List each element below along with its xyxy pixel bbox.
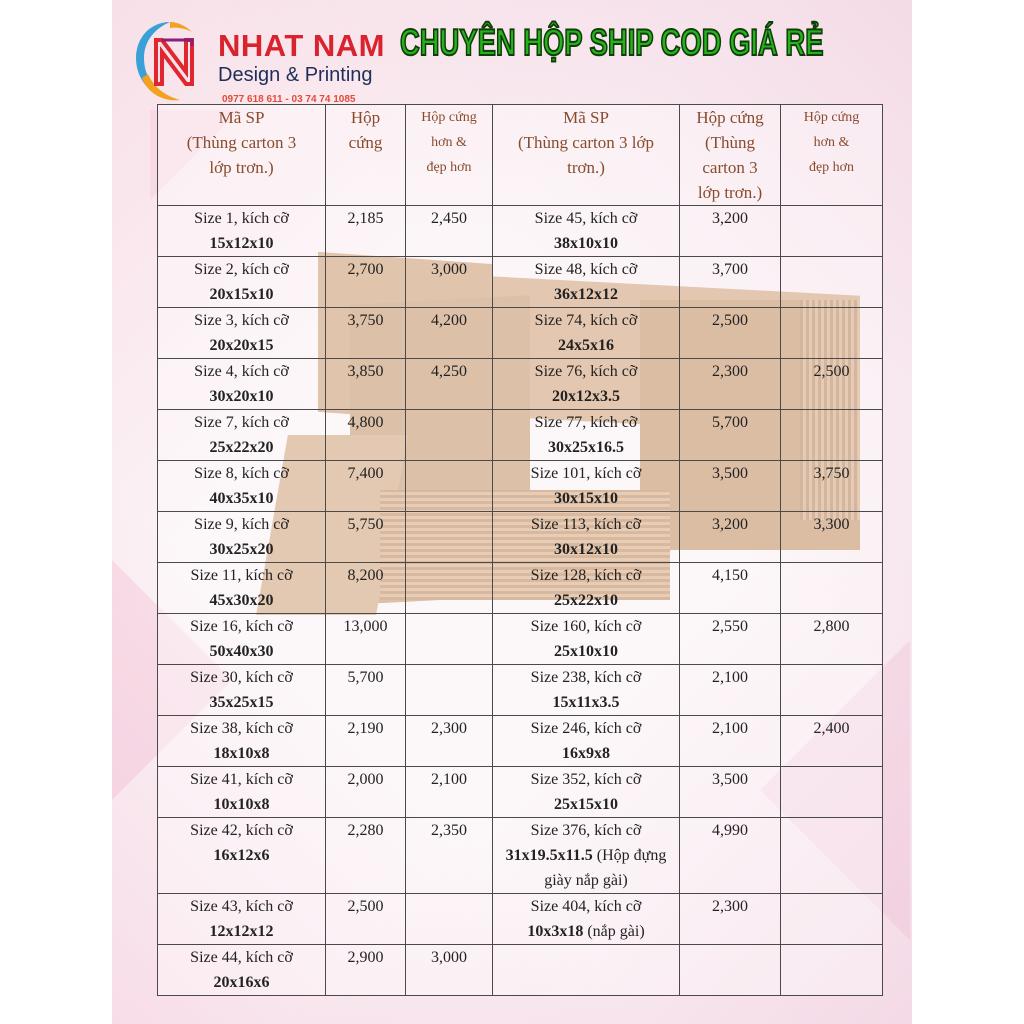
product-cell-r: [493, 410, 680, 461]
price-hard-cell: 8,200: [326, 563, 406, 614]
product-cell-l: [158, 308, 326, 359]
table-row: [158, 257, 883, 308]
product-size: [493, 435, 679, 460]
product-name: Size 9, kích cỡ: [194, 516, 289, 533]
price-better-cell: [781, 563, 883, 614]
table-row: [158, 945, 883, 996]
price-hard-cell: 3,750: [326, 308, 406, 359]
product-note: (nắp gài): [583, 923, 645, 940]
header-line: hơn &: [431, 135, 467, 150]
price-better-cell: [406, 665, 493, 716]
price-better-cell: [781, 410, 883, 461]
product-size-value: 16x9x8: [562, 745, 610, 762]
header-line: Mã SP: [218, 108, 265, 127]
header-line: lớp trơn.): [697, 183, 763, 202]
price-hard-cell: 5,700: [326, 665, 406, 716]
product-size: [493, 333, 679, 358]
price-better-cell: 3,300: [781, 512, 883, 563]
product-note: (Hộp đựng giày nắp gài): [544, 847, 667, 889]
price-better-cell: [406, 512, 493, 563]
product-name: Size 352, kích cỡ: [530, 771, 642, 788]
price-table: [157, 104, 883, 996]
product-name: Size 1, kích cỡ: [194, 210, 289, 227]
phone-numbers: 0977 618 611 - 03 74 74 1085: [222, 94, 356, 105]
product-size: [158, 970, 325, 995]
product-size-value: 30x15x10: [554, 490, 618, 507]
header-line: Hộp cứng: [803, 110, 860, 125]
product-size-value: 25x15x10: [554, 796, 618, 813]
price-better-cell: 3,750: [781, 461, 883, 512]
price-hard-cell: 2,500: [326, 894, 406, 945]
price-hard-cell: [680, 945, 781, 996]
header-line: (Thùng carton 3: [186, 133, 297, 152]
product-cell-l: [158, 767, 326, 818]
product-size-value: 20x20x15: [209, 337, 274, 354]
product-size: [158, 282, 325, 307]
table-row: [158, 359, 883, 410]
price-hard-cell: 2,500: [680, 308, 781, 359]
product-name: Size 48, kích cỡ: [534, 261, 638, 278]
product-size-value: 31x19.5x11.5: [505, 847, 593, 864]
product-name: Size 113, kích cỡ: [530, 516, 642, 533]
product-size: [493, 588, 679, 613]
product-cell-l: [158, 665, 326, 716]
price-better-cell: 2,800: [781, 614, 883, 665]
product-cell-l: [158, 461, 326, 512]
product-size: [158, 384, 325, 409]
product-size: [158, 486, 325, 511]
product-size-value: 10x3x18: [527, 923, 584, 940]
product-cell-r: [493, 206, 680, 257]
price-better-cell: [781, 767, 883, 818]
price-better-cell: [406, 461, 493, 512]
table-row: [158, 206, 883, 257]
product-name: Size 30, kích cỡ: [190, 669, 293, 686]
product-cell-r: [493, 512, 680, 563]
price-hard-cell: 2,280: [326, 818, 406, 894]
product-name: Size 4, kích cỡ: [194, 363, 289, 380]
product-cell-r: [493, 563, 680, 614]
table-row: [158, 767, 883, 818]
price-hard-cell: 3,500: [680, 461, 781, 512]
product-size: [493, 741, 679, 766]
product-size-value: 15x12x10: [209, 235, 274, 252]
table-row: [158, 461, 883, 512]
header-line: carton 3: [702, 158, 758, 177]
product-cell-l: [158, 410, 326, 461]
product-size-value: 24x5x16: [558, 337, 614, 354]
product-size: [493, 282, 679, 307]
price-hard-cell: 2,900: [326, 945, 406, 996]
product-size: [158, 231, 325, 256]
product-cell-r: [493, 894, 680, 945]
product-cell-r: [493, 767, 680, 818]
product-size-value: 25x10x10: [554, 643, 618, 660]
product-size-value: 18x10x8: [213, 745, 270, 762]
price-better-cell: 3,000: [406, 945, 493, 996]
header-line: đẹp hơn: [426, 160, 472, 175]
product-name: Size 77, kích cỡ: [534, 414, 638, 431]
product-name: Size 41, kích cỡ: [190, 771, 293, 788]
product-cell-l: [158, 818, 326, 894]
price-hard-cell: 2,550: [680, 614, 781, 665]
price-better-cell: 4,250: [406, 359, 493, 410]
product-size: [493, 919, 679, 944]
product-size-value: 30x25x20: [209, 541, 274, 558]
price-hard-cell: 5,750: [326, 512, 406, 563]
header-line: Hộp cứng: [421, 110, 477, 125]
product-size: [493, 231, 679, 256]
product-cell-l: [158, 206, 326, 257]
product-cell-r: [493, 945, 680, 996]
nhat-nam-logo-icon: [130, 18, 210, 104]
price-hard-cell: 3,850: [326, 359, 406, 410]
product-cell-l: [158, 894, 326, 945]
price-better-cell: 3,000: [406, 257, 493, 308]
product-size-value: 15x11x3.5: [552, 694, 620, 711]
price-better-cell: 2,450: [406, 206, 493, 257]
price-hard-cell: 7,400: [326, 461, 406, 512]
product-name: Size 44, kích cỡ: [190, 949, 293, 966]
product-name: Size 38, kích cỡ: [190, 720, 293, 737]
product-name: Size 16, kích cỡ: [190, 618, 293, 635]
product-size: [158, 919, 325, 944]
price-hard-cell: 2,300: [680, 359, 781, 410]
product-size-value: 38x10x10: [554, 235, 618, 252]
product-cell-r: [493, 461, 680, 512]
product-cell-r: [493, 359, 680, 410]
price-better-cell: [781, 206, 883, 257]
price-better-cell: 2,500: [781, 359, 883, 410]
product-size-value: 30x25x16.5: [548, 439, 624, 456]
brand-name: NHAT NAM: [218, 28, 386, 63]
header-line: trơn.): [567, 158, 605, 177]
price-hard-cell: 2,000: [326, 767, 406, 818]
product-name: Size 238, kích cỡ: [530, 669, 642, 686]
price-better-cell: 2,350: [406, 818, 493, 894]
product-cell-l: [158, 716, 326, 767]
product-name: Size 76, kích cỡ: [534, 363, 638, 380]
product-size-value: 20x12x3.5: [552, 388, 620, 405]
product-size: [493, 792, 679, 817]
product-name: Size 74, kích cỡ: [534, 312, 638, 329]
brand-tagline: Design & Printing: [218, 64, 373, 86]
product-name: Size 43, kích cỡ: [190, 898, 293, 915]
price-hard-cell: 3,200: [680, 512, 781, 563]
product-name: Size 160, kích cỡ: [530, 618, 642, 635]
table-row: [158, 563, 883, 614]
product-size-value: 20x15x10: [209, 286, 274, 303]
product-size-value: 16x12x6: [213, 847, 270, 864]
product-cell-r: [493, 818, 680, 894]
header-better-right: [781, 105, 883, 206]
product-cell-l: [158, 614, 326, 665]
product-name: Size 128, kích cỡ: [530, 567, 642, 584]
product-name: Size 246, kích cỡ: [530, 720, 642, 737]
product-name: Size 101, kích cỡ: [530, 465, 642, 482]
price-hard-cell: 2,300: [680, 894, 781, 945]
table-row: [158, 512, 883, 563]
table-row: [158, 716, 883, 767]
product-cell-l: [158, 359, 326, 410]
header-line: hơn &: [813, 135, 850, 150]
header-line: Hộp: [350, 108, 381, 127]
price-better-cell: [781, 894, 883, 945]
product-size: [493, 639, 679, 664]
product-size: [158, 792, 325, 817]
product-cell-r: [493, 665, 680, 716]
product-size-value: 20x16x6: [213, 974, 270, 991]
product-size-value: 30x20x10: [209, 388, 274, 405]
product-cell-l: [158, 512, 326, 563]
product-size-value: 50x40x30: [209, 643, 274, 660]
header-line: Mã SP: [563, 108, 609, 127]
product-size: [493, 384, 679, 409]
product-size: [158, 435, 325, 460]
headline: CHUYÊN HỘP SHIP COD GIÁ RẺ: [400, 22, 824, 63]
price-hard-cell: 2,185: [326, 206, 406, 257]
price-better-cell: 2,100: [406, 767, 493, 818]
table-row: [158, 665, 883, 716]
product-cell-r: [493, 614, 680, 665]
price-better-cell: 2,400: [781, 716, 883, 767]
product-cell-l: [158, 563, 326, 614]
product-size: [493, 843, 679, 893]
table-row: [158, 308, 883, 359]
product-size: [493, 486, 679, 511]
product-size: [158, 690, 325, 715]
product-name: Size 404, kích cỡ: [530, 898, 642, 915]
price-better-cell: [781, 257, 883, 308]
product-name: Size 2, kích cỡ: [194, 261, 289, 278]
product-name: Size 8, kích cỡ: [194, 465, 289, 482]
price-hard-cell: 3,200: [680, 206, 781, 257]
product-size-value: 10x10x8: [213, 796, 270, 813]
product-size-value: 35x25x15: [209, 694, 274, 711]
product-size-value: 30x12x10: [554, 541, 618, 558]
product-size-value: 36x12x12: [554, 286, 618, 303]
price-hard-cell: 13,000: [326, 614, 406, 665]
price-better-cell: [781, 665, 883, 716]
product-size-value: 25x22x20: [209, 439, 274, 456]
product-size-value: 25x22x10: [554, 592, 618, 609]
product-size: [158, 639, 325, 664]
product-size: [158, 333, 325, 358]
table-row: [158, 614, 883, 665]
product-name: Size 11, kích cỡ: [190, 567, 293, 584]
price-better-cell: [406, 614, 493, 665]
header-line: đẹp hơn: [808, 160, 855, 175]
header-better-left: [406, 105, 493, 206]
product-name: Size 45, kích cỡ: [534, 210, 638, 227]
price-better-cell: [406, 410, 493, 461]
header-product-right: [493, 105, 680, 206]
table-row: [158, 894, 883, 945]
price-hard-cell: 2,700: [326, 257, 406, 308]
product-name: Size 376, kích cỡ: [530, 822, 642, 839]
product-cell-r: [493, 257, 680, 308]
price-hard-cell: 2,100: [680, 665, 781, 716]
product-size-value: 40x35x10: [209, 490, 274, 507]
price-better-cell: [781, 308, 883, 359]
product-size-value: 12x12x12: [209, 923, 274, 940]
price-better-cell: 4,200: [406, 308, 493, 359]
price-better-cell: [406, 894, 493, 945]
price-better-cell: [406, 563, 493, 614]
price-hard-cell: 5,700: [680, 410, 781, 461]
table-row: [158, 818, 883, 894]
table-row: [158, 410, 883, 461]
header-line: Hộp cứng: [696, 108, 764, 127]
product-cell-r: [493, 716, 680, 767]
price-better-cell: [781, 818, 883, 894]
price-hard-cell: 2,100: [680, 716, 781, 767]
header-line: (Thùng carton 3 lớp: [518, 133, 654, 152]
product-size: [158, 843, 325, 868]
header-hard-left: [326, 105, 406, 206]
product-size: [158, 741, 325, 766]
price-hard-cell: 2,190: [326, 716, 406, 767]
price-hard-cell: 3,500: [680, 767, 781, 818]
product-size: [158, 537, 325, 562]
header-hard-right: [680, 105, 781, 206]
product-size-value: 45x30x20: [209, 592, 274, 609]
price-hard-cell: 4,800: [326, 410, 406, 461]
product-size: [493, 537, 679, 562]
product-size: [158, 588, 325, 613]
product-size: [493, 690, 679, 715]
product-cell-l: [158, 945, 326, 996]
price-better-cell: [781, 945, 883, 996]
price-hard-cell: 3,700: [680, 257, 781, 308]
header-product-left: [158, 105, 326, 206]
header-line: (Thùng: [704, 133, 756, 152]
price-hard-cell: 4,990: [680, 818, 781, 894]
product-name: Size 7, kích cỡ: [194, 414, 289, 431]
product-cell-l: [158, 257, 326, 308]
header-line: lớp trơn.): [209, 158, 274, 177]
price-better-cell: 2,300: [406, 716, 493, 767]
product-cell-r: [493, 308, 680, 359]
price-hard-cell: 4,150: [680, 563, 781, 614]
product-name: Size 3, kích cỡ: [194, 312, 289, 329]
header-line: cứng: [348, 133, 383, 152]
product-name: Size 42, kích cỡ: [190, 822, 293, 839]
